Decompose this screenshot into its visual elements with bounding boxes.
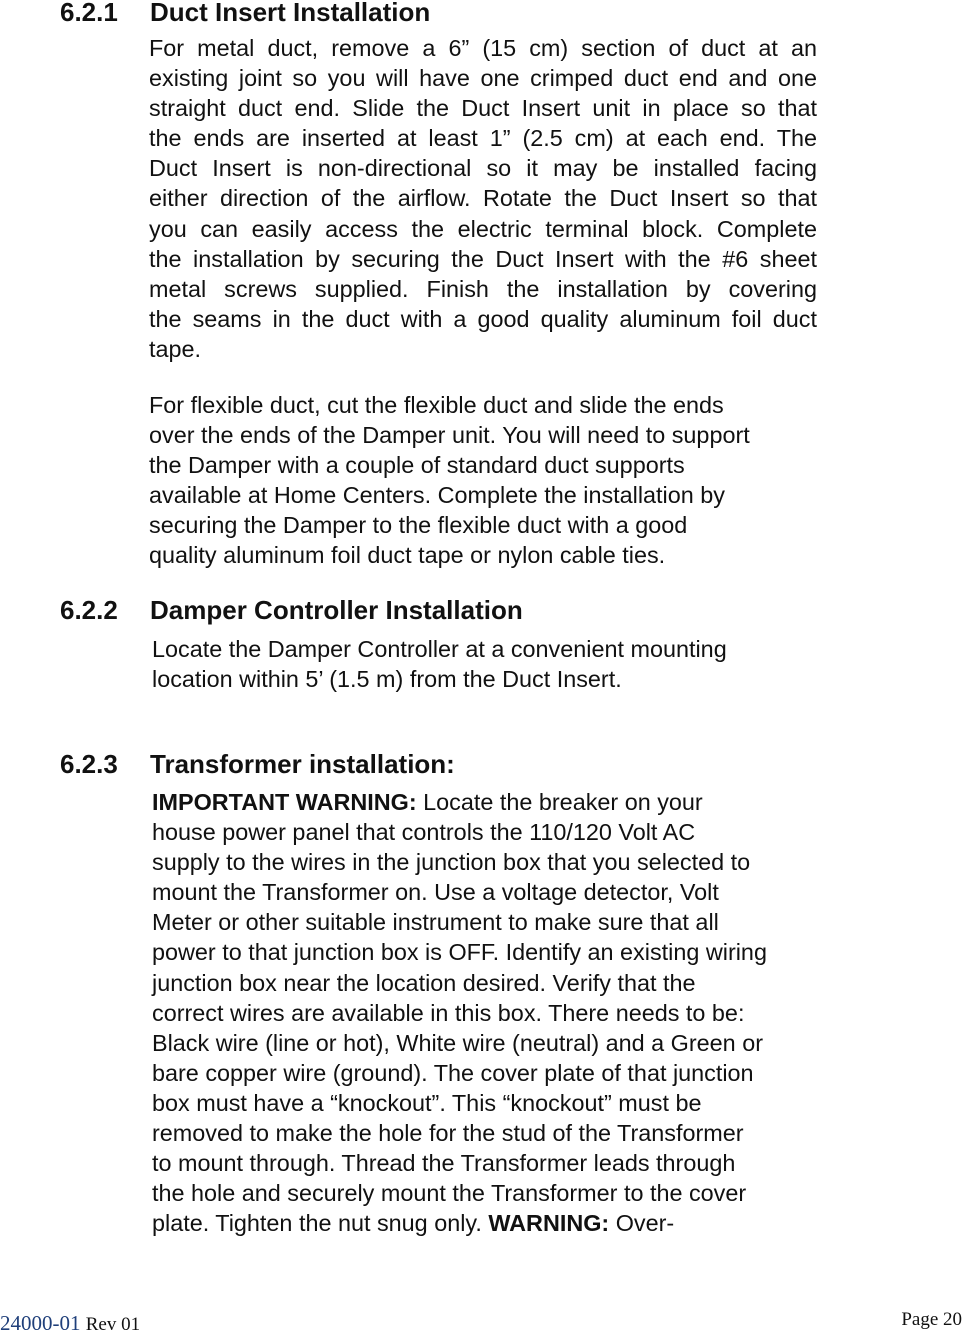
section-title: Damper Controller Installation [150, 595, 523, 625]
transformer-paragraph [152, 787, 820, 1238]
paragraph-line: Locate the Damper Controller at a convenient mounting [152, 636, 727, 662]
paragraph-line: correct wires are available in this box. There needs to be: [152, 999, 745, 1026]
paragraph-line: the seams in the duct with a good quality aluminum foil duct [149, 305, 817, 332]
paragraph-line: bare copper wire (ground). The cover plate of that junction [152, 1059, 754, 1086]
paragraph-line: the hole and securely mount the Transformer to the cover [152, 1180, 747, 1207]
line-text: Over- [609, 1210, 675, 1237]
paragraph-line: available at Home Centers. Complete the installation by [149, 482, 725, 509]
paragraph-line: the ends are inserted at least 1” (2.5 cm) at each end. The [149, 125, 817, 152]
paragraph-line: metal screws supplied. Finish the installation by covering [149, 275, 817, 302]
paragraph-line: house power panel that controls the 110/120 Volt AC [152, 819, 696, 846]
paragraph-line: location within 5’ (1.5 m) from the Duct Insert. [152, 666, 622, 693]
line-text: Locate the breaker on your [416, 789, 703, 815]
paragraph-line: quality aluminum foil duct tape or nylon cable ties. [149, 542, 666, 569]
paragraph-line: removed to make the hole for the stud of the Transformer [152, 1120, 744, 1147]
paragraph-line: over the ends of the Damper unit. You will need to support [149, 422, 750, 449]
paragraph-line: Meter or other suitable instrument to make sure that all [152, 909, 719, 936]
paragraph-line: the installation by securing the Duct Insert with the #6 sheet [149, 245, 817, 272]
paragraph-line: tape. [149, 335, 202, 362]
paragraph-line: Duct Insert is non-directional so it may be installed facing [149, 155, 817, 182]
flexible-duct-paragraph [149, 390, 817, 571]
section-title: Duct Insert Installation [150, 0, 431, 27]
paragraph-line: the Damper with a couple of standard duct supports [149, 452, 685, 479]
paragraph-line: you can easily access the electric terminal block. Complete [149, 215, 817, 242]
line-text: plate. Tighten the nut snug only. [152, 1210, 489, 1237]
warning-label: WARNING: [488, 1210, 610, 1237]
page-number: Page 20 [901, 1309, 962, 1330]
section-heading-6-2-2 [60, 595, 523, 625]
paragraph-line [152, 787, 820, 817]
paragraph-line: Black wire (line or hot), White wire (neutral) and a Green or [152, 1029, 763, 1056]
paragraph-line: box must have a “knockout”. This “knockout” must be [152, 1089, 702, 1116]
paragraph-line: existing joint so you will have one crimped duct end and one [149, 65, 817, 92]
section-heading-6-2-3 [60, 749, 455, 779]
paragraph-line: either direction of the airflow. Rotate the Duct Insert so that [149, 185, 817, 212]
paragraph-line: power to that junction box is OFF. Identify an existing wiring [152, 939, 767, 966]
paragraph-line: supply to the wires in the junction box that you selected to [152, 849, 751, 876]
paragraph-line: junction box near the location desired. Verify that the [152, 969, 696, 996]
revision: Rev 01 [85, 1314, 141, 1335]
metal-duct-paragraph [149, 33, 817, 364]
paragraph-line: to mount through. Thread the Transformer leads through [152, 1150, 736, 1177]
section-number: 6.2.1 [60, 0, 118, 27]
section-number: 6.2.2 [60, 595, 118, 625]
paragraph-line [152, 1208, 820, 1238]
paragraph-line: securing the Damper to the flexible duct with a good [149, 512, 688, 539]
important-warning-label: IMPORTANT WARNING: [152, 789, 417, 815]
paragraph-line: straight duct end. Slide the Duct Insert unit in place so that [149, 95, 817, 122]
section-number: 6.2.3 [60, 749, 118, 779]
doc-number: 24000-01 [0, 1311, 81, 1335]
document-number [0, 1311, 140, 1337]
section-title: Transformer installation: [150, 749, 455, 779]
section-heading-6-2-1 [60, 0, 430, 27]
paragraph-line: For metal duct, remove a 6” (15 cm) section of duct at an [149, 35, 817, 61]
paragraph-line: For flexible duct, cut the flexible duct and slide the ends [149, 392, 724, 418]
damper-controller-paragraph [152, 634, 820, 694]
paragraph-line: mount the Transformer on. Use a voltage detector, Volt [152, 879, 719, 906]
